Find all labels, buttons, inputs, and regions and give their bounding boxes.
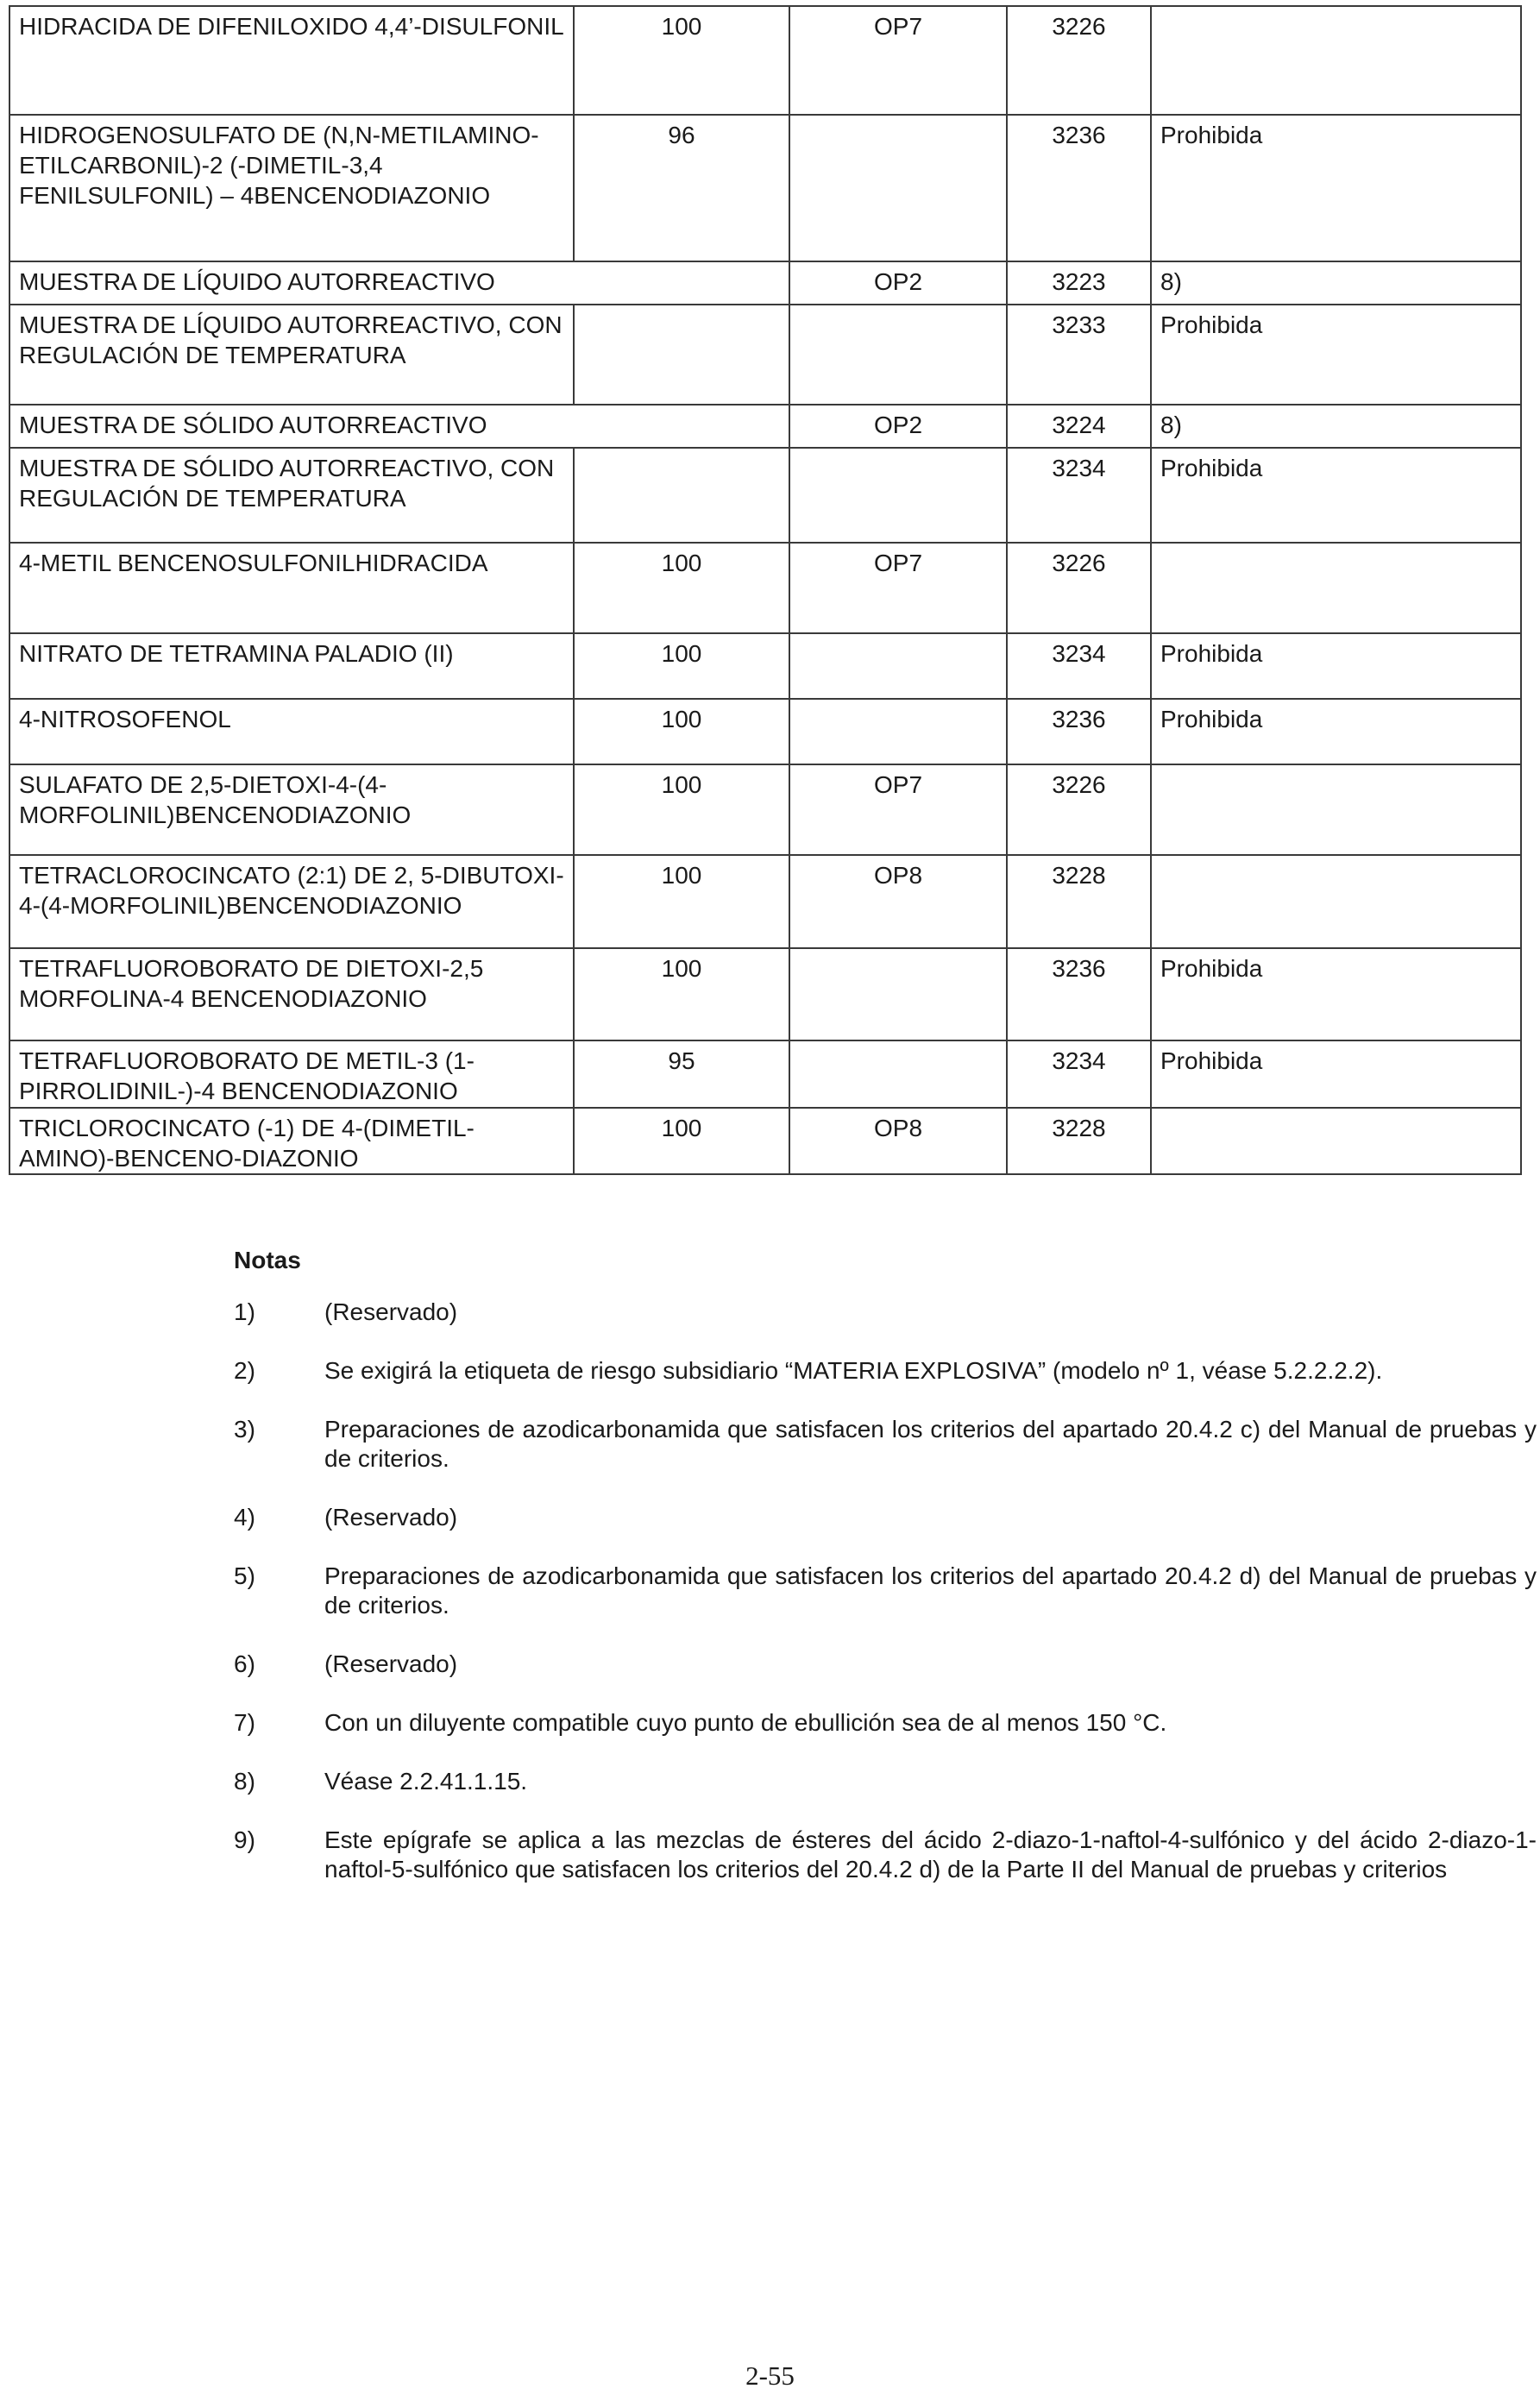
packing-method [789, 448, 1007, 543]
page-number: 2-55 [745, 2360, 795, 2391]
concentration: 100 [574, 948, 789, 1040]
table-row [9, 261, 1521, 305]
note-item [234, 1767, 1537, 1796]
table-row [9, 6, 1521, 115]
substance-name: MUESTRA DE LÍQUIDO AUTORREACTIVO, CON REGULACIÓN DE TEMPERATURA [9, 305, 574, 405]
note-number: 1) [234, 1298, 255, 1325]
substance-name: TETRAFLUOROBORATO DE DIETOXI-2,5 MORFOLINA-4 BENCENODIAZONIO [9, 948, 574, 1040]
generic-entry: 3233 [1007, 305, 1151, 405]
note-text: Con un diluyente compatible cuyo punto de ebullición sea de al menos 150 °C. [324, 1709, 1167, 1736]
notes-section [234, 1246, 1537, 1914]
note-text: (Reservado) [324, 1298, 458, 1325]
note-item [234, 1298, 1537, 1327]
notes-title: Notas [234, 1247, 301, 1273]
remark [1151, 6, 1521, 115]
concentration: 100 [574, 543, 789, 633]
substance-name: MUESTRA DE LÍQUIDO AUTORREACTIVO [9, 261, 789, 305]
note-number: 8) [234, 1768, 255, 1795]
table-row [9, 948, 1521, 1040]
remark: Prohibida [1151, 633, 1521, 699]
table-row [9, 699, 1521, 764]
note-text: Este epígrafe se aplica a las mezclas de ésteres del ácido 2-diazo-1-naftol-4-sulfónico y del ácido 2-diazo-1-naftol-5-sulfónico que satisfacen los criterios del 20.4.2 d) de la Parte II del Manual de pruebas y criterios [324, 1826, 1537, 1883]
packing-method: OP8 [789, 855, 1007, 948]
note-text: Preparaciones de azodicarbonamida que satisfacen los criterios del apartado 20.4.2 c) del Manual de pruebas y de criterios. [324, 1416, 1537, 1472]
concentration: 95 [574, 1040, 789, 1108]
packing-method [789, 699, 1007, 764]
generic-entry: 3228 [1007, 1108, 1151, 1174]
remark: Prohibida [1151, 305, 1521, 405]
substance-name: NITRATO DE TETRAMINA PALADIO (II) [9, 633, 574, 699]
note-item [234, 1708, 1537, 1738]
substance-name: MUESTRA DE SÓLIDO AUTORREACTIVO, CON REGULACIÓN DE TEMPERATURA [9, 448, 574, 543]
table-row [9, 448, 1521, 543]
packing-method [789, 948, 1007, 1040]
generic-entry: 3234 [1007, 448, 1151, 543]
table-row [9, 1108, 1521, 1174]
note-item [234, 1562, 1537, 1620]
note-item [234, 1503, 1537, 1532]
concentration: 100 [574, 6, 789, 115]
packing-method: OP8 [789, 1108, 1007, 1174]
generic-entry: 3226 [1007, 543, 1151, 633]
packing-method [789, 115, 1007, 261]
generic-entry: 3236 [1007, 115, 1151, 261]
remark: Prohibida [1151, 1040, 1521, 1108]
packing-method: OP7 [789, 543, 1007, 633]
concentration: 100 [574, 633, 789, 699]
substance-name: HIDRACIDA DE DIFENILOXIDO 4,4’-DISULFONIL [9, 6, 574, 115]
note-number: 4) [234, 1504, 255, 1531]
concentration: 100 [574, 1108, 789, 1174]
remark: Prohibida [1151, 115, 1521, 261]
remark: 8) [1151, 405, 1521, 448]
generic-entry: 3226 [1007, 6, 1151, 115]
generic-entry: 3224 [1007, 405, 1151, 448]
note-number: 5) [234, 1562, 255, 1589]
substance-name: SULAFATO DE 2,5-DIETOXI-4-(4-MORFOLINIL)BENCENODIAZONIO [9, 764, 574, 855]
generic-entry: 3223 [1007, 261, 1151, 305]
generic-entry: 3228 [1007, 855, 1151, 948]
note-number: 6) [234, 1650, 255, 1677]
packing-method: OP2 [789, 261, 1007, 305]
table-row [9, 633, 1521, 699]
table-row [9, 1040, 1521, 1108]
note-number: 2) [234, 1357, 255, 1384]
note-number: 3) [234, 1416, 255, 1443]
generic-entry: 3234 [1007, 1040, 1151, 1108]
packing-method [789, 305, 1007, 405]
table-row [9, 764, 1521, 855]
remark: Prohibida [1151, 699, 1521, 764]
packing-method: OP7 [789, 764, 1007, 855]
remark [1151, 764, 1521, 855]
substance-name: TETRAFLUOROBORATO DE METIL-3 (1-PIRROLIDINIL-)-4 BENCENODIAZONIO [9, 1040, 574, 1108]
generic-entry: 3226 [1007, 764, 1151, 855]
substance-name: TETRACLOROCINCATO (2:1) DE 2, 5-DIBUTOXI-4-(4-MORFOLINIL)BENCENODIAZONIO [9, 855, 574, 948]
note-text: Véase 2.2.41.1.15. [324, 1768, 528, 1795]
note-item [234, 1650, 1537, 1679]
note-item [234, 1826, 1537, 1884]
packing-method [789, 633, 1007, 699]
substance-name: 4-METIL BENCENOSULFONILHIDRACIDA [9, 543, 574, 633]
substance-name: 4-NITROSOFENOL [9, 699, 574, 764]
remark [1151, 543, 1521, 633]
concentration: 100 [574, 855, 789, 948]
generic-entry: 3236 [1007, 699, 1151, 764]
note-text: Se exigirá la etiqueta de riesgo subsidiario “MATERIA EXPLOSIVA” (modelo nº 1, véase 5.2.2.2.2). [324, 1357, 1383, 1384]
concentration: 100 [574, 699, 789, 764]
generic-entry: 3234 [1007, 633, 1151, 699]
note-item [234, 1415, 1537, 1474]
table-row [9, 115, 1521, 261]
note-number: 9) [234, 1826, 255, 1853]
table-row [9, 405, 1521, 448]
note-text: (Reservado) [324, 1650, 458, 1677]
remark: Prohibida [1151, 448, 1521, 543]
note-number: 7) [234, 1709, 255, 1736]
concentration: 96 [574, 115, 789, 261]
remark [1151, 1108, 1521, 1174]
substance-name: MUESTRA DE SÓLIDO AUTORREACTIVO [9, 405, 789, 448]
remark: Prohibida [1151, 948, 1521, 1040]
table-row [9, 543, 1521, 633]
concentration [574, 448, 789, 543]
substance-name: TRICLOROCINCATO (-1) DE 4-(DIMETIL-AMINO)-BENCENO-DIAZONIO [9, 1108, 574, 1174]
remark: 8) [1151, 261, 1521, 305]
table-row [9, 305, 1521, 405]
substance-name: HIDROGENOSULFATO DE (N,N-METILAMINO-ETILCARBONIL)-2 (-DIMETIL-3,4 FENILSULFONIL) – 4BENCENODIAZONIO [9, 115, 574, 261]
note-text: (Reservado) [324, 1504, 458, 1531]
remark [1151, 855, 1521, 948]
packing-method: OP2 [789, 405, 1007, 448]
note-text: Preparaciones de azodicarbonamida que satisfacen los criterios del apartado 20.4.2 d) del Manual de pruebas y de criterios. [324, 1562, 1537, 1619]
generic-entry: 3236 [1007, 948, 1151, 1040]
concentration: 100 [574, 764, 789, 855]
table-row [9, 855, 1521, 948]
concentration [574, 305, 789, 405]
packing-method: OP7 [789, 6, 1007, 115]
note-item [234, 1356, 1537, 1386]
packing-method [789, 1040, 1007, 1108]
substance-table [9, 5, 1522, 1175]
